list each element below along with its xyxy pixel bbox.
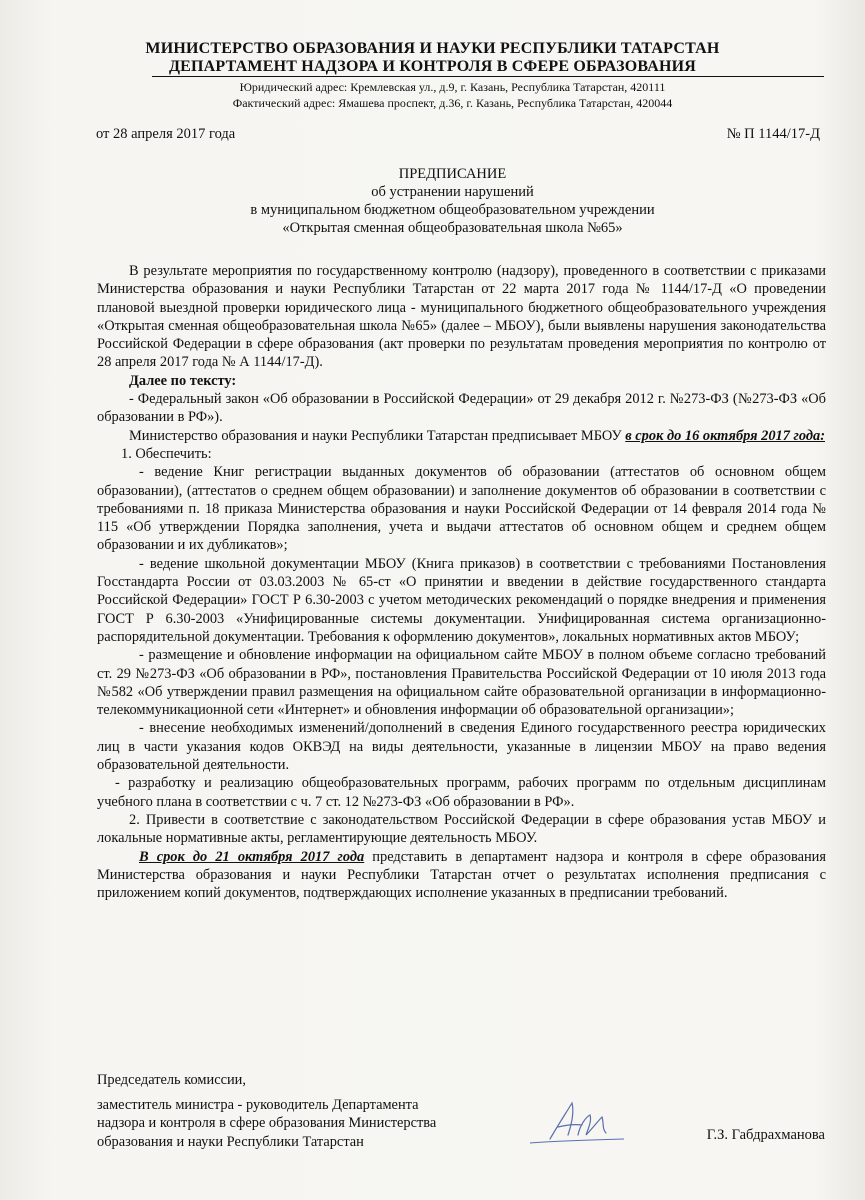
report-deadline: В срок до 21 октября 2017 года: [139, 848, 365, 865]
title-line: об устранении нарушений: [371, 184, 534, 200]
legal-address: Юридический адрес: Кремлевская ул., д.9, г. Казань, Республика Татарстан, 420111: [239, 80, 666, 94]
document-body: [97, 262, 826, 902]
department-name: ДЕПАРТАМЕНТ НАДЗОРА И КОНТРОЛЯ В СФЕРЕ ОБРАЗОВАНИЯ: [168, 58, 697, 75]
title-line: в муниципальном бюджетном общеобразовательном учреждении: [250, 202, 655, 218]
requirement-programs: - разработку и реализацию общеобразовательных программ, рабочих программ по отдельным дисциплинам учебного плана в соответствии с ч. 7 ст. 12 №273-ФЗ «Об образовании в РФ».: [97, 775, 826, 810]
prescription-deadline: в срок до 16 октября 2017 года:: [625, 427, 825, 444]
law-reference: - Федеральный закон «Об образовании в Российской Федерации» от 29 декабря 2012 г. №273-ФЗ (№273-ФЗ «Об образовании в РФ»).: [97, 391, 826, 426]
requirement-registry: - внесение необходимых изменений/дополнений в сведения Единого государственного реестра юридических лиц в части указания кодов ОКВЭД на виды деятельности, указанные в лицензии МБОУ на право ведения образовательной деятельности.: [97, 720, 826, 774]
actual-address: Фактический адрес: Ямашева проспект, д.36, г. Казань, Республика Татарстан, 420044: [232, 96, 673, 110]
document-number: № П 1144/17-Д: [726, 126, 820, 142]
signatory-block: [97, 1071, 527, 1151]
handwritten-signature: [528, 1095, 628, 1155]
further-heading: Далее по тексту:: [129, 372, 237, 389]
signatory-position: образования и науки Республики Татарстан: [97, 1133, 364, 1150]
requirement-documentation: - ведение школьной документации МБОУ (Книга приказов) в соответствии с требованиями Постановления Госстандарта России от 03.03.2003 № 65-ст «О принятии и введении в действие государственного стандарта Российской Федерации» ГОСТ Р 6.30-2003 с учетом методических рекомендаций о порядке внедрения и применения ГОСТ Р 6.30-2003 «Унифицированные системы документации. Унифицированная система организационно-распорядительной документации. Требования к оформлению документов», локальных нормативных актов МБОУ;: [97, 555, 826, 645]
intro-paragraph: В результате мероприятия по государственному контролю (надзору), проведенного в соответствии с приказами Министерства образования и науки Республики Татарстан от 22 марта 2017 года № 1144/17-Д «О проведении плановой выездной проверки юридического лица - муниципального бюджетного общеобразовательного учреждения «Открытая сменная общеобразовательная школа №65» (далее – МБОУ), были выявлены нарушения законодательства Российской Федерации в сфере образования (акт проверки по результатам проведения мероприятия по контролю от 28 апреля 2017 года № А 1144/17-Д).: [97, 263, 826, 371]
signatory-position: заместитель министра - руководитель Департамента: [97, 1096, 419, 1113]
item-1: 1. Обеспечить:: [121, 445, 212, 462]
prescription-paragraph: [97, 427, 826, 445]
document-date: от 28 апреля 2017 года: [96, 126, 236, 142]
header-divider: [152, 76, 824, 77]
requirement-website: - размещение и обновление информации на официальном сайте МБОУ в полном объеме согласно требований ст. 29 №273-ФЗ «Об образовании в РФ», постановления Правительства Российской Федерации от 10 июля 2013 года №582 «Об утверждении правил размещения на официальном сайте образовательной организации в информационно-телекоммуникационной сети «Интернет» и обновления информации об образовательной организации»;: [97, 647, 826, 719]
document-title: [0, 165, 865, 237]
ministry-name: МИНИСТЕРСТВО ОБРАЗОВАНИЯ И НАУКИ РЕСПУБЛИКИ ТАТАРСТАН: [145, 40, 720, 57]
item-2: 2. Привести в соответствие с законодательством Российской Федерации в сфере образования устав МБОУ и локальные нормативные акты, регламентирующие деятельность МБОУ.: [97, 811, 826, 847]
title-line: ПРЕДПИСАНИЕ: [398, 166, 507, 182]
requirement-books: - ведение Книг регистрации выданных документов об образовании (аттестатов об основном общем образовании), (аттестатов о среднем общем образовании) и заполнение документов об образовании в соответствии с требованиями п. 18 приказа Министерства образования и науки Российской Федерации от 14 февраля 2014 года № 115 «Об утверждении Порядка заполнения, учета и выдачи аттестатов об основном общем и среднем общем образовании и их дубликатов»;: [97, 464, 826, 554]
signer-name: Г.З. Габдрахманова: [706, 1127, 825, 1143]
report-paragraph: [97, 848, 826, 903]
signatory-position: надзора и контроля в сфере образования Министерства: [97, 1115, 437, 1131]
prescription-text: Министерство образования и науки Республики Татарстан предписывает МБОУ: [129, 427, 626, 444]
report-text: представить в департамент надзора и контроля в сфере образования Министерства образования и науки Республики Татарстан отчет о результатах исполнения предписания с приложением копий документов, подтверждающих исполнение указанных в предписании требований.: [97, 848, 826, 902]
title-line: «Открытая сменная общеобразовательная школа №65»: [282, 220, 623, 236]
chair-title: Председатель комиссии,: [97, 1072, 246, 1088]
